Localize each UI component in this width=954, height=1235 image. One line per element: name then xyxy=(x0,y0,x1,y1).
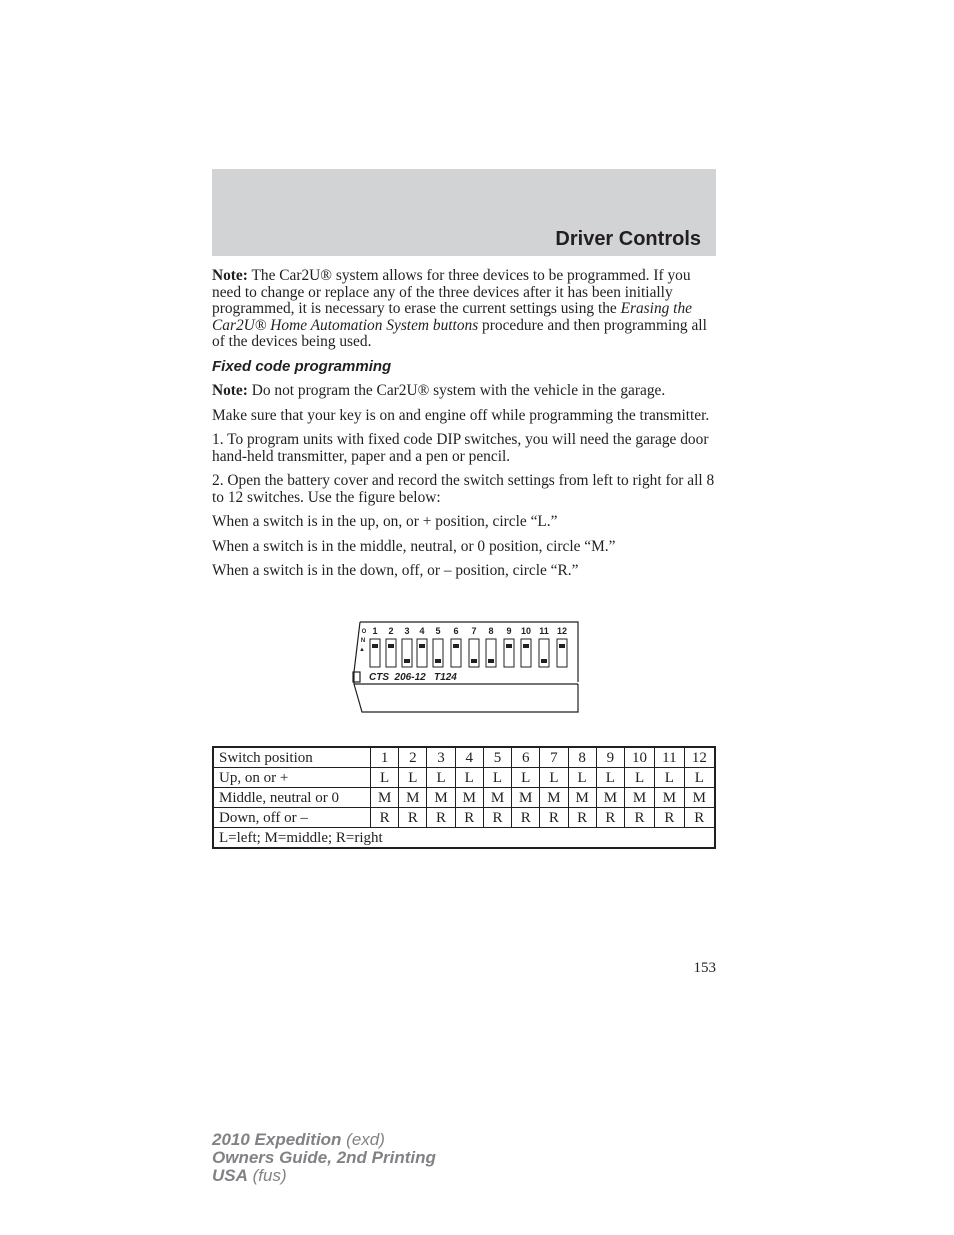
dip-switch-figure xyxy=(350,618,582,718)
footer-printing: Owners Guide, 2nd Printing xyxy=(212,1148,436,1167)
side-label: N xyxy=(360,638,366,644)
table-cell: L xyxy=(483,768,511,788)
note-text: The Car2U® system allows for three devices to be programmed. If you need to change or replace any of the three devices after it has been initially programmed, it is necessary to erase the current settings using the xyxy=(212,267,691,317)
switch-number: 9 xyxy=(506,626,512,636)
switch-number: 11 xyxy=(539,626,549,636)
table-cell: 2 xyxy=(399,747,427,768)
table-cell: M xyxy=(596,788,624,808)
table-cell: M xyxy=(655,788,685,808)
table-cell: 1 xyxy=(371,747,399,768)
switch-slot xyxy=(370,639,380,667)
table-cell: 4 xyxy=(455,747,483,768)
switch-slot xyxy=(417,639,427,667)
switch-knob xyxy=(419,644,425,648)
table-cell: R xyxy=(455,808,483,828)
row-label: Switch position xyxy=(213,747,371,768)
switch-slot xyxy=(386,639,396,667)
page-number: 153 xyxy=(693,960,716,976)
table-cell: L xyxy=(596,768,624,788)
table-cell: 3 xyxy=(427,747,455,768)
switch-knob xyxy=(471,659,477,663)
switch-slot xyxy=(504,639,514,667)
switch-number: 7 xyxy=(471,626,477,636)
table-cell: L xyxy=(512,768,540,788)
switch-number: 12 xyxy=(556,626,568,636)
table-cell: M xyxy=(684,788,715,808)
table-cell: R xyxy=(655,808,685,828)
switch-number: 4 xyxy=(419,626,425,636)
table-cell: R xyxy=(512,808,540,828)
table-row xyxy=(213,788,715,808)
table-cell: 5 xyxy=(483,747,511,768)
switch-knob xyxy=(541,659,547,663)
step-1: 1. To program units with fixed code DIP switches, you will need the garage door hand-held transmitter, paper and a pen or pencil. xyxy=(212,431,709,465)
table-cell: L xyxy=(655,768,685,788)
table-cell: 6 xyxy=(512,747,540,768)
side-label: ▲ xyxy=(359,647,365,653)
row-label: Down, off or – xyxy=(213,808,371,828)
table-cell: L xyxy=(684,768,715,788)
switch-number: 5 xyxy=(435,626,441,636)
instruction-down: When a switch is in the down, off, or – position, circle “R.” xyxy=(212,562,579,579)
table-cell: L xyxy=(399,768,427,788)
table-cell: M xyxy=(483,788,511,808)
switch-knob xyxy=(523,644,529,648)
table-legend-row xyxy=(213,828,715,849)
table-cell: 8 xyxy=(568,747,596,768)
table-cell: 10 xyxy=(624,747,654,768)
table-cell: L xyxy=(371,768,399,788)
table-cell: L xyxy=(624,768,654,788)
footer-market-code: (fus) xyxy=(247,1166,287,1185)
table-cell: M xyxy=(568,788,596,808)
side-label: O xyxy=(361,629,367,635)
section-title: Driver Controls xyxy=(555,228,701,250)
table-cell: R xyxy=(684,808,715,828)
switch-slot xyxy=(451,639,461,667)
switch-code-label: CTS 206-12 T124 xyxy=(369,672,457,683)
footer-model: 2010 Expedition xyxy=(212,1130,342,1149)
switch-knob xyxy=(404,659,410,663)
switch-number: 6 xyxy=(453,626,459,636)
switch-number: 10 xyxy=(520,626,532,636)
switch-knob xyxy=(372,644,378,648)
step-2: 2. Open the battery cover and record the switch settings from left to right for all 8 to 12 switches. Use the figure below: xyxy=(212,472,715,506)
section-header-band xyxy=(212,169,716,256)
switch-number: 8 xyxy=(488,626,494,636)
switch-settings-table xyxy=(212,746,716,849)
table-cell: M xyxy=(624,788,654,808)
document-footer xyxy=(212,1131,436,1185)
table-cell: L xyxy=(455,768,483,788)
on-indicator-labels xyxy=(359,629,367,653)
instruction-middle: When a switch is in the middle, neutral, or 0 position, circle “M.” xyxy=(212,537,616,555)
table-cell: 7 xyxy=(540,747,568,768)
switch-knob xyxy=(488,659,494,663)
table-cell: R xyxy=(483,808,511,828)
table-cell: R xyxy=(624,808,654,828)
note-label: Note: xyxy=(212,267,248,284)
table-cell: 12 xyxy=(684,747,715,768)
switch-knob xyxy=(435,659,441,663)
table-row xyxy=(213,808,715,828)
subsection-heading: Fixed code programming xyxy=(212,357,392,375)
table-cell: R xyxy=(399,808,427,828)
table-cell: M xyxy=(427,788,455,808)
table-cell: R xyxy=(427,808,455,828)
switch-number: 2 xyxy=(388,626,394,636)
table-cell: 9 xyxy=(596,747,624,768)
row-label: Up, on or + xyxy=(213,768,371,788)
note-text-end: procedure and then programming all of the devices being used. xyxy=(212,316,707,350)
table-cell: 11 xyxy=(655,747,685,768)
table-cell: R xyxy=(568,808,596,828)
table-cell: L xyxy=(427,768,455,788)
page-content xyxy=(212,268,716,588)
row-label: Middle, neutral or 0 xyxy=(213,788,371,808)
table-row xyxy=(213,768,715,788)
table-cell: L xyxy=(540,768,568,788)
table-cell: R xyxy=(540,808,568,828)
table-cell: M xyxy=(399,788,427,808)
table-legend: L=left; M=middle; R=right xyxy=(213,828,715,849)
table-cell: R xyxy=(371,808,399,828)
switch-slot xyxy=(557,639,567,667)
switch-knob xyxy=(559,644,565,648)
footer-market: USA xyxy=(212,1166,248,1185)
table-cell: M xyxy=(512,788,540,808)
switch-knob xyxy=(453,644,459,648)
switch-number-labels xyxy=(372,626,567,636)
switch-number: 3 xyxy=(404,626,410,636)
table-cell: M xyxy=(371,788,399,808)
switch-slot xyxy=(521,639,531,667)
switch-knob xyxy=(506,644,512,648)
table-cell: L xyxy=(568,768,596,788)
paragraph: Make sure that your key is on and engine off while programming the transmitter. xyxy=(212,406,710,424)
intro-note xyxy=(212,268,716,351)
table-header-row xyxy=(213,747,715,768)
table-cell: R xyxy=(596,808,624,828)
note-text: Do not program the Car2U® system with the vehicle in the garage. xyxy=(247,382,666,399)
footer-model-code: (exd) xyxy=(341,1130,385,1149)
instruction-up: When a switch is in the up, on, or + position, circle “L.” xyxy=(212,513,558,530)
switch-knob xyxy=(388,644,394,648)
table-cell: M xyxy=(540,788,568,808)
switch-number: 1 xyxy=(372,626,378,636)
garage-note xyxy=(212,383,716,400)
table-cell: M xyxy=(455,788,483,808)
note-label: Note: xyxy=(212,382,248,399)
switch-slots xyxy=(370,639,567,667)
procedure-reference: Erasing the Car2U® Home Automation System buttons xyxy=(212,300,692,334)
